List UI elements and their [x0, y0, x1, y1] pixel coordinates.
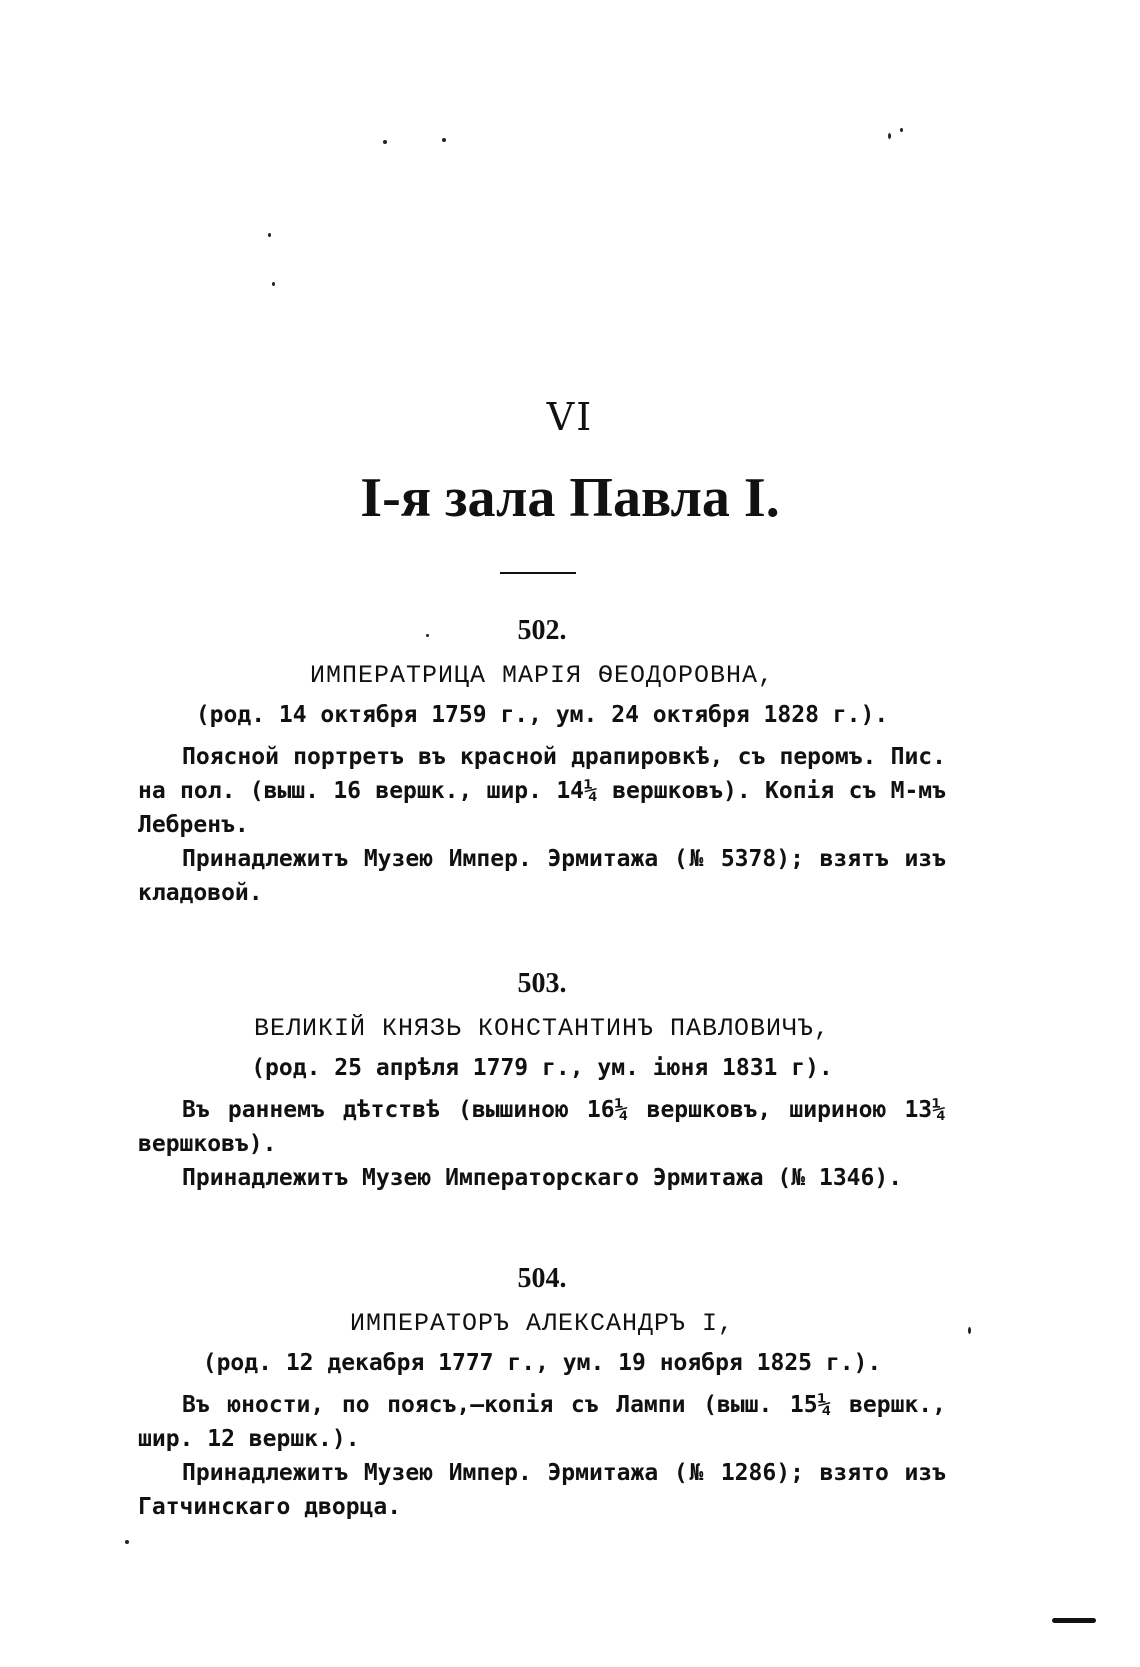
entry-ownership: Принадлежитъ Музею Импер. Эрмитажа (№ 1286); взято изъ Гатчинскаго дворца.	[138, 1460, 946, 1520]
title-divider	[500, 572, 576, 574]
entry-description: Въ юности, по поясъ,—копія съ Лампи (выш. 15¼ вершк., шир. 12 вершк.).	[138, 1392, 946, 1452]
catalog-entry	[138, 968, 946, 1195]
scan-speck	[125, 1540, 129, 1544]
entry-name: ИМПЕРАТРИЦА МАРІЯ ѲЕОДОРОВНА,	[309, 661, 775, 690]
scan-speck	[383, 140, 387, 144]
catalog-entry	[138, 615, 946, 910]
entry-name: ИМПЕРАТОРЪ АЛЕКСАНДРЪ I,	[349, 1309, 735, 1338]
entry-ownership: Принадлежитъ Музею Импер. Эрмитажа (№ 5378); взятъ изъ кладовой.	[138, 846, 946, 906]
section-numeral: VI	[546, 395, 594, 439]
scan-speck	[968, 1327, 971, 1334]
entry-number: 502.	[517, 615, 567, 646]
entry-dates: (род. 25 апрѣля 1779 г., ум. іюня 1831 г).	[251, 1055, 833, 1081]
scan-speck	[888, 133, 891, 139]
entry-dates: (род. 12 декабря 1777 г., ум. 19 ноября 1825 г.).	[202, 1350, 882, 1376]
entry-name: ВЕЛИКІЙ КНЯЗЬ КОНСТАНТИНЪ ПАВЛОВИЧЪ,	[253, 1014, 831, 1043]
catalog-entry	[138, 1263, 946, 1524]
entry-description: Поясной портретъ въ красной драпировкѣ, съ перомъ. Пис. на пол. (выш. 16 вершк., шир. 14¼ вершковъ). Копія съ М-мъ Лебренъ.	[138, 744, 946, 838]
entry-dates: (род. 14 октября 1759 г., ум. 24 октября 1828 г.).	[195, 702, 889, 728]
scan-speck	[442, 138, 446, 142]
entry-number: 503.	[517, 968, 567, 999]
hall-title: І-я зала Павла I.	[360, 467, 780, 529]
entry-description: Въ раннемъ дѣтствѣ (вышиною 16¼ вершковъ, шириною 13¼ вершковъ).	[138, 1097, 946, 1157]
scan-speck	[272, 282, 275, 286]
scan-dash-mark	[1052, 1618, 1096, 1623]
entry-number: 504.	[517, 1263, 567, 1294]
scan-speck	[268, 233, 271, 237]
entry-ownership: Принадлежитъ Музею Императорскаго Эрмитажа (№ 1346).	[182, 1165, 903, 1191]
scan-speck	[900, 128, 903, 132]
